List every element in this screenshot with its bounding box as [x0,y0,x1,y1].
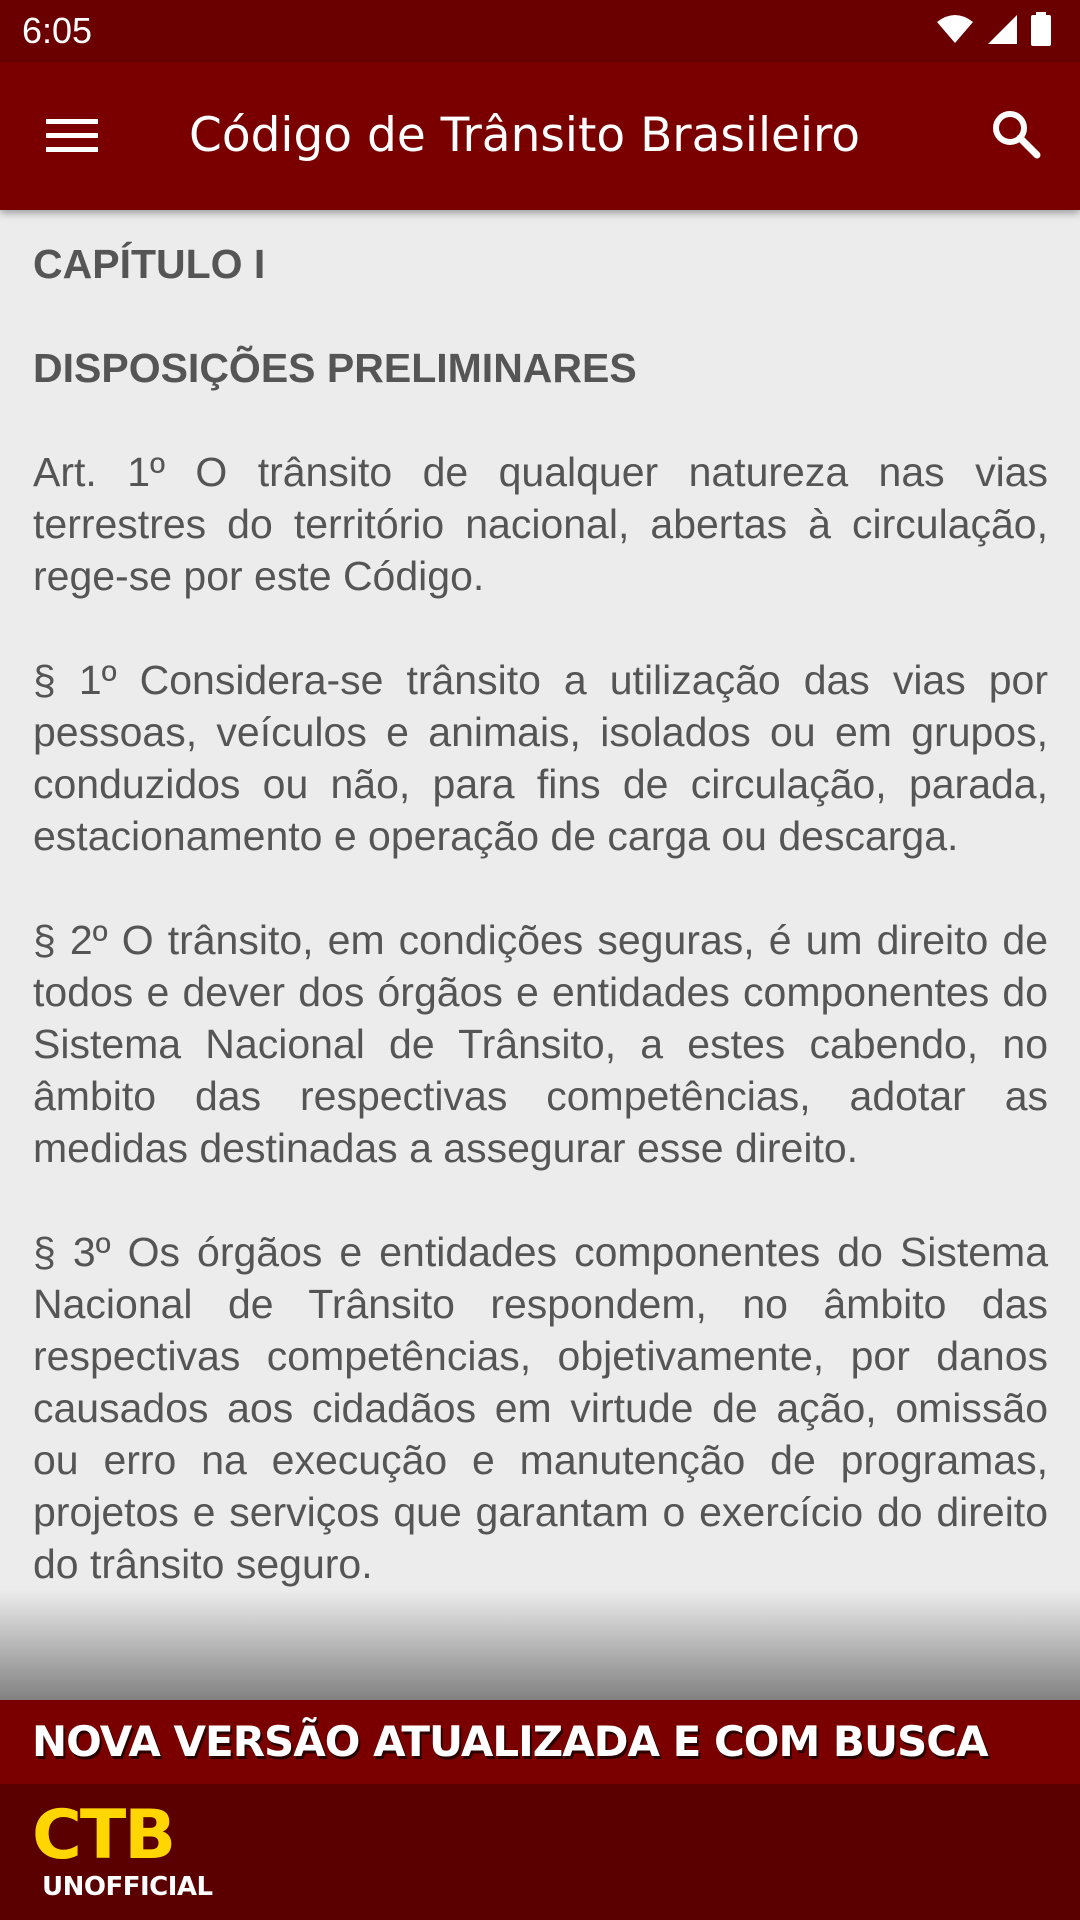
battery-icon [1030,12,1052,50]
article-paragraph: § 1º Considera-se trânsito a utilização das vias por pessoas, veículos e animais, isolados ou em grupos, conduzidos ou não, para fins de circulação, parada, estacionamento e operação de carga ou descarga. [33,657,1048,859]
section-heading: DISPOSIÇÕES PRELIMINARES [33,345,637,391]
signal-icon [986,13,1018,49]
article-paragraph: § 2º O trânsito, em condições seguras, é um direito de todos e dever dos órgãos e entidades componentes do Sistema Nacional de Trânsito, a estes cabendo, no âmbito das respectivas competências, adotar as medidas destinadas a assegurar esse direito. [33,917,1048,1171]
banner-headline-bar [0,1700,1080,1784]
app-title: Código de Trânsito Brasileiro [189,108,861,163]
status-icons [924,14,1052,48]
promo-banner[interactable] [0,1700,1080,1920]
wifi-icon [936,14,974,48]
search-button[interactable] [976,96,1056,176]
status-bar [0,0,1080,62]
article-content[interactable] [0,210,1080,1700]
chapter-heading: CAPÍTULO I [33,241,266,287]
banner-headline: NOVA VERSÃO ATUALIZADA E COM BUSCA [32,1717,988,1766]
ctb-logo: CTB [32,1796,175,1875]
hamburger-menu-icon [46,117,98,159]
article-paragraph: Art. 1º O trânsito de qualquer natureza nas vias terrestres do território nacional, abertas à circulação, rege-se por este Código. [33,449,1048,599]
status-time: 6:05 [22,10,93,51]
app-bar [0,62,1080,210]
menu-button[interactable] [32,98,112,178]
article-paragraph: § 3º Os órgãos e entidades componentes do Sistema Nacional de Trânsito respondem, no âmbito das respectivas competências, objetivamente, por danos causados aos cidadãos em virtude de ação, omissão ou erro na execução e manutenção de programas, projetos e serviços que garantam o exercício do direito do trânsito seguro. [33,1229,1048,1587]
search-icon [991,109,1041,163]
content-fade-overlay [0,1590,1080,1700]
logo-subtitle: UNOFFICIAL [42,1872,213,1902]
